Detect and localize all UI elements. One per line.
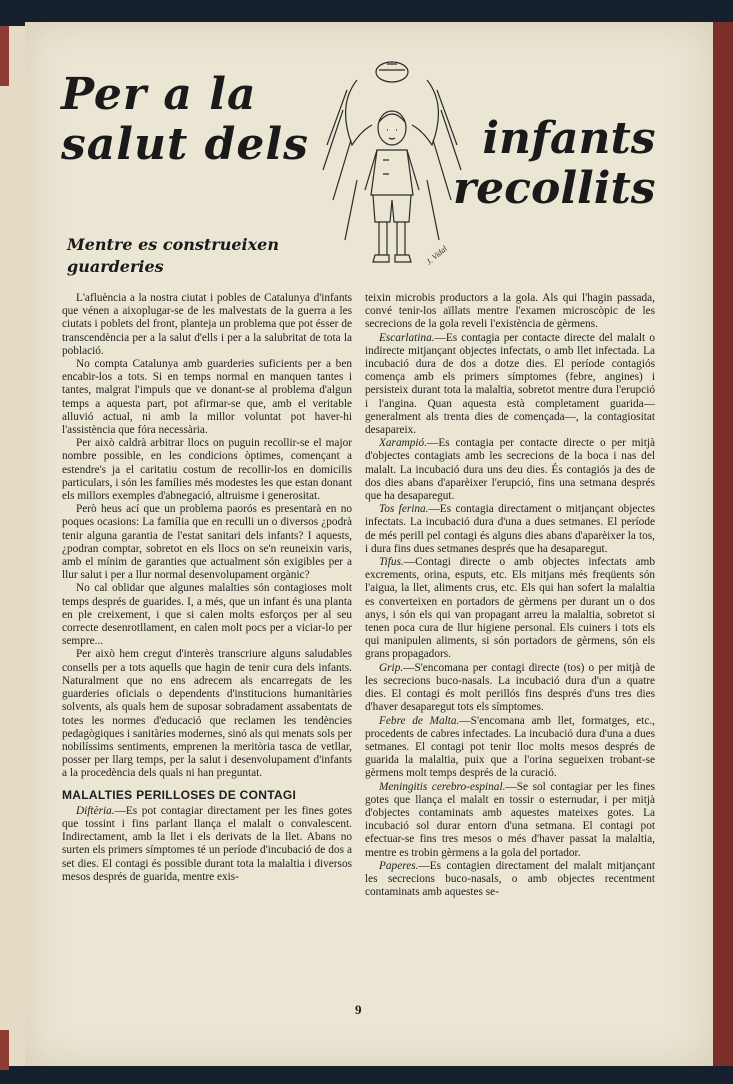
book-edge-right xyxy=(712,22,733,1066)
book-binding-left xyxy=(0,26,26,1066)
text-column-right xyxy=(365,292,655,899)
disease-entry xyxy=(365,332,655,438)
disease-name: Xarampió. xyxy=(379,437,428,450)
disease-name: Escarlatina. xyxy=(379,331,435,344)
article-title-part1: Per a la salut dels xyxy=(61,69,309,170)
disease-entry xyxy=(365,556,655,662)
paragraph: No cal oblidar que algunes malalties són contagioses molt temps després de guarides. I, a més, que un infant és una planta en ple creixement, i que si calen molts esforços per al seu correcte desenrotllament, en calen molt pocs per a viciar-lo per sempre... xyxy=(62,582,352,648)
paragraph-continuation: teixin microbis productors a la gola. Als qui l'hagin passada, convé tenir-los aïllats mentre l'examen microscòpic de les secrecions de la gola reveli l'existència de gèrmens. xyxy=(365,292,655,331)
disease-name: Grip. xyxy=(379,661,404,674)
magazine-page xyxy=(25,22,713,1066)
disease-text: —Es contagia per contacte directe del malalt o indirecte mitjançant objectes infectats, o amb llet infectada. La incubació dura de dos a dotze dies. El període contagiós comença amb els primers símptomes (febre, angines) i persisteix durant tota la malaltia, sobretot mentre dura l'erupció i l'angina. Quan aquesta està completament guarida—generalment als trenta dies de començada—, la contagiositat desapareix. xyxy=(365,331,655,437)
article-title-part2: infants recollits xyxy=(453,113,656,214)
disease-text: —S'encomana per contagi directe (tos) o per mitjà de les secrecions buco-nasals. La incubació dura d'un a quatre dies. El contagi és molt perillós fins després d'uns tres dies d'haver desaparegut tots els símptomes. xyxy=(365,661,655,714)
disease-name: Diftèria. xyxy=(76,804,115,817)
disease-text: —Se sol contagiar per les fines gotes que llança el malalt en tossir o esternudar, i per mitjà d'objectes contaminats amb aquestes mateixes gotes. La incubació sol durar entorn d'una setmana. El contagi pot efectuar-se fins tres mesos o més d'haver passat la malaltia, mentre es trobin gèrmens a la gola del portador. xyxy=(365,780,655,859)
disease-name: Paperes. xyxy=(379,859,419,872)
disease-entry xyxy=(62,805,352,884)
disease-entry xyxy=(365,662,655,715)
disease-name: Tifus. xyxy=(379,556,404,569)
page-number: 9 xyxy=(355,1002,362,1017)
illustration-signature: J. Vidal xyxy=(424,244,449,267)
paragraph: L'afluència a la nostra ciutat i pobles de Catalunya d'infants que vénen a aixoplugar-se de les malvestats de la guerra a les ciutats i poblets del front, planteja un problema que pot ésser de transcendència per a la salut d'ells i per a la salubritat de tota la població. xyxy=(62,292,352,357)
paragraph: Però heus ací que un problema paorós es presentarà en no poques ocasions: La família que en reculli un o diversos ¿podrà tenir alguna garantia de l'estat sanitari dels infants? I aquests, ¿podran comptar, sobretot en els llocs on se'n reuneixin varis, amb el mínim de garanties que actualment són exigibles per a llur salut i per a llur normal desenvolupament orgànic? xyxy=(62,503,352,582)
disease-text: —S'encomana amb llet, formatges, etc., procedents de cabres infectades. La incubació dura d'una a dues setmanes. El contagi pot tenir lloc molts mesos després de guarida la malaltia, puix que a l'orina segueixen trobant-se gèrmens molt temps després de la curació. xyxy=(365,714,655,780)
child-illustration xyxy=(317,50,467,282)
disease-text: —Es contagia directament o mitjançant objectes infectats. La incubació dura d'una a dues setmanes. El període de més perill pel contagi és alguns dies abans d'aparèixer la tos, i dura fins dues setmanes després que ha desaparegut. xyxy=(365,503,655,555)
paragraph: Per això hem cregut d'interès transcriure alguns saludables consells per a tots aquells que hagin de tenir cura dels infants. Naturalment que no ens adrecem als encarregats de les guarderies oficials o dependents d'institucions humanitàries solvents, als quals hem de suposar sobradament assabentats de totes les normes d'educació que reclamen les tendències pedagògiques i sanitàries modernes, sinó als qui menats sols per nobilíssims sentiments, emprenen la meritòria tasca de vetllar, posser per llarg temps, per la salut i desenvolupament d'infants a la procedència dels quals ni han preguntat. xyxy=(62,648,352,780)
disease-text: —Es contagia per contacte directe o per mitjà d'objectes contagiats amb les secrecions de la boca i nas del malalt. La incubació dura uns deu dies. És contagiós ja des de dos dies abans d'aparèixer l'erupció, fins una setmana després que ha desaparegut. xyxy=(365,437,655,503)
disease-text: —Contagi directe o amb objectes infectats amb excrements, orina, esputs, etc. Els mitjans més freqüents són l'aigua, la llet, aliments crus, etc. Els qui han sofert la malaltia es converteixen en portadors de gèrmens per durant un o dos anys, i són els qui van propagant arreu la malaltia, sobretot si tenen poca cura de llur higiene personal. Els cuiners i tots els qui manipulen aliments, si són portadors de gèrmens, són els grans propagadors. xyxy=(365,556,655,661)
disease-name: Meningitis cerebro-espinal. xyxy=(379,780,506,793)
binding-corner-top xyxy=(0,26,9,86)
disease-entry xyxy=(365,715,655,781)
article-subtitle: Mentre es construeixen guarderies xyxy=(67,235,279,276)
paragraph: Per això caldrà arbitrar llocs on puguin recollir-se el major nombre possible, en les condicions òptimes, començant a estendre's ja el caritatiu costum de recollir-los en domicilis particulars, i són les famílies més modestes les que estan donant els millors exemples d'abnegació, altruisme i generositat. xyxy=(62,437,352,503)
disease-entry xyxy=(365,860,655,900)
disease-name: Febre de Malta. xyxy=(379,714,460,727)
disease-entry xyxy=(365,503,655,556)
binding-corner-bottom xyxy=(0,1030,9,1070)
text-column-left xyxy=(62,292,352,884)
disease-entry xyxy=(365,781,655,860)
paragraph: No compta Catalunya amb guarderies suficients per a ben encabir-los a tots. Si en temps normal en manquen tantes i tantes, malgrat l'impuls que ve donant-se al problema d'algun temps a aquesta part, pot afirmar-se que, amb el veritable alluvió actual, ni amb la millor voluntat pot haver-hi l'assistència que fóra necessària. xyxy=(62,358,352,437)
section-heading: MALALTIES PERILLOSES DE CONTAGI xyxy=(62,787,297,802)
disease-text: —Es contagien directament del malalt mitjançant les secrecions buco-nasals, o amb objectes recentment contaminats amb aquestes se- xyxy=(365,859,655,899)
disease-entry xyxy=(365,437,655,503)
disease-name: Tos ferina. xyxy=(379,503,429,516)
disease-text: —Es pot contagiar directament per les fines gotes que tossint i fins parlant llança el malalt o convalescent. Indirectament, amb la llet i els derivats de la llet. Abans no surten els primers símptomes té un període d'incubació de dos a set dies. El contagi és possible durant tota la malaltia i diversos mesos després de guarida, mentre exis- xyxy=(62,804,352,883)
